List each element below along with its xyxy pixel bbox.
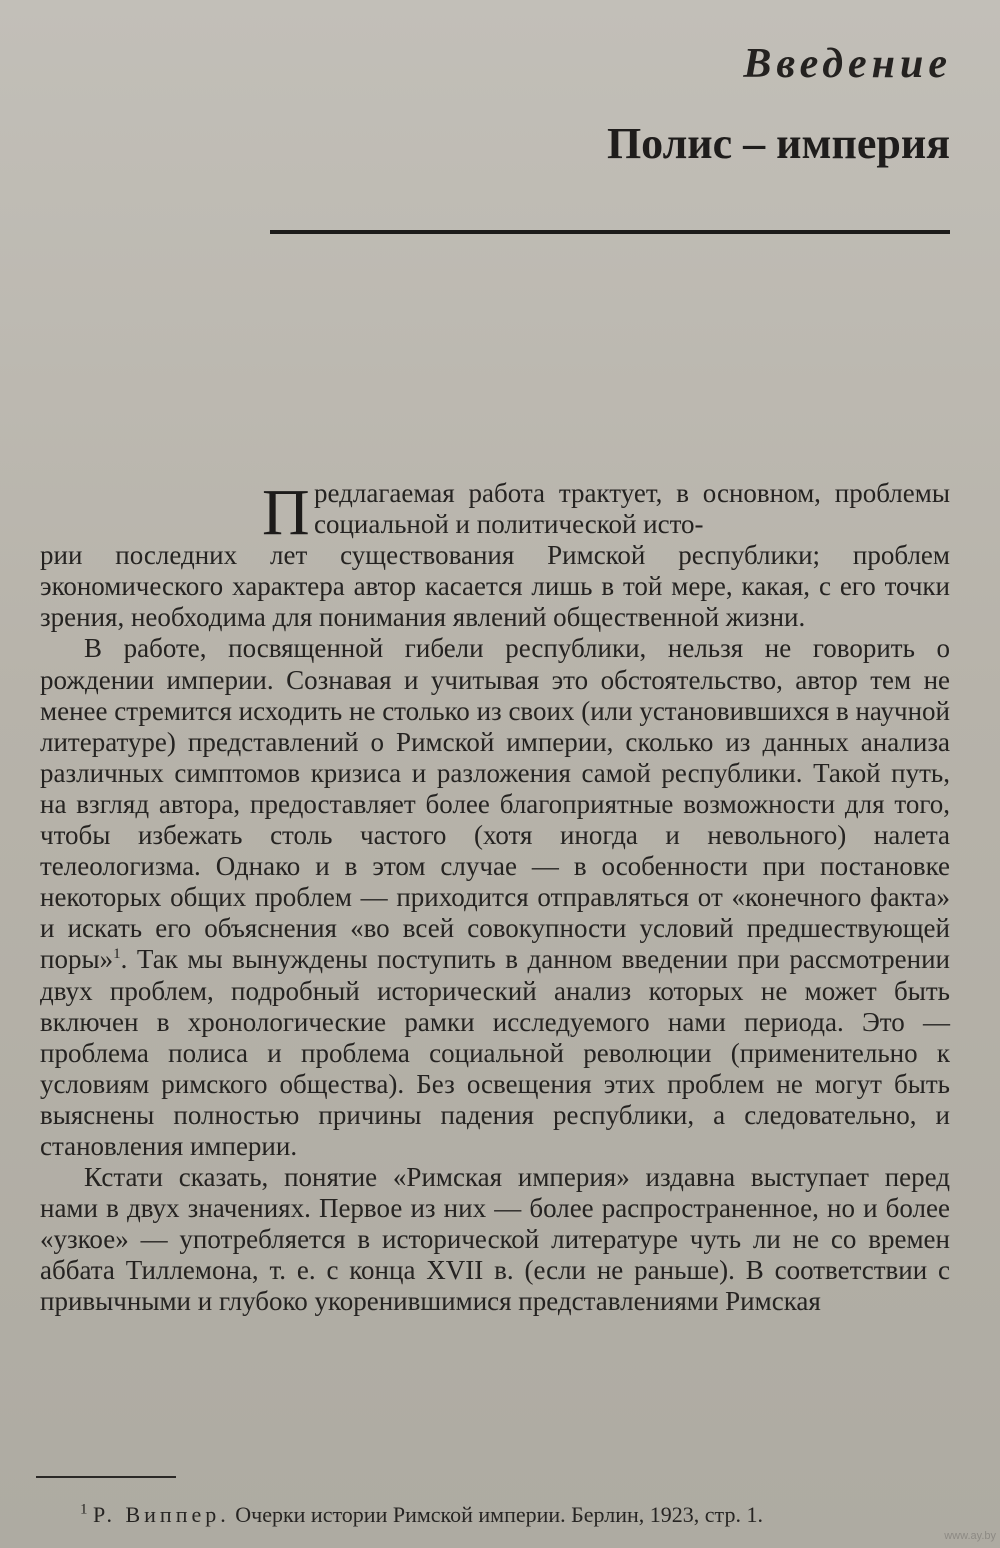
footnote-marker: 1 [80, 1501, 88, 1518]
paragraph-1-lead: редлагаемая работа трактует, в основном, проблемы социальной и политической исто- [314, 478, 950, 540]
paragraph-3: Кстати сказать, понятие «Римская империя» издавна выступает перед нами в двух значениях. Первое из них — более распространенное, но и более «узкое» — употребляется в исторической литературе чуть ли не со времен аббата Тиллемона, т. е. с конца XVII в. (если не раньше). В соответствии с привычными и глубоко укоренившимися представлениями Римская [40, 1162, 950, 1317]
title-divider [270, 230, 950, 234]
paragraph-1-opening [262, 476, 950, 549]
paragraph-2 [40, 633, 950, 1162]
paragraph-1-rest: рии последних лет существования Римской республики; проблем экономического характера автор касается лишь в той мере, какая, с его точки зрения, необходима для понимания явлений общественной жизни. [40, 540, 950, 633]
watermark: www.ay.by [944, 1530, 996, 1542]
footnote-text: Очерки истории Римской империи. Берлин, 1923, стр. 1. [235, 1502, 763, 1527]
dropcap: П [262, 476, 310, 549]
footnote-author: Р. Виппер. [93, 1502, 230, 1527]
footnote [80, 1502, 950, 1528]
paragraph-2-text-after: . Так мы вынуждены поступить в данном введении при рассмотрении двух проблем, подробный исторический анализ которых не может быть включен в хронологические рамки исследуемого нами периода. Это — проблема полиса и проблема социальной революции (применительно к условиям римского общества). Без освещения этих проблем не могут быть выяснены полностью причины падения республики, а следовательно, и становления империи. [40, 944, 950, 1161]
chapter-label: Введение [743, 41, 952, 87]
footnote-ref: 1 [113, 946, 121, 963]
chapter-title: Полис – империя [606, 119, 950, 168]
footnote-divider [36, 1476, 176, 1478]
paragraph-2-text: В работе, посвященной гибели республики, нельзя не говорить о рождении империи. Сознавая и учитывая это обстоятельство, автор тем не менее стремится исходить не столько из своих (или установившихся в научной литературе) представлений о Римской империи, сколько из данных анализа различных симптомов кризиса и разложения самой республики. Такой путь, на взгляд автора, предоставляет более благоприятные возможности для того, чтобы избежать столь частого (хотя иногда и невольного) налета телеологизма. Однако и в этом случае — в особенности при постановке некоторых общих проблем — приходится отправляться от «конечного факта» и искать его объяснения «во всей совокупности условий предшествующей поры» [40, 633, 950, 975]
body-text [40, 478, 950, 1318]
